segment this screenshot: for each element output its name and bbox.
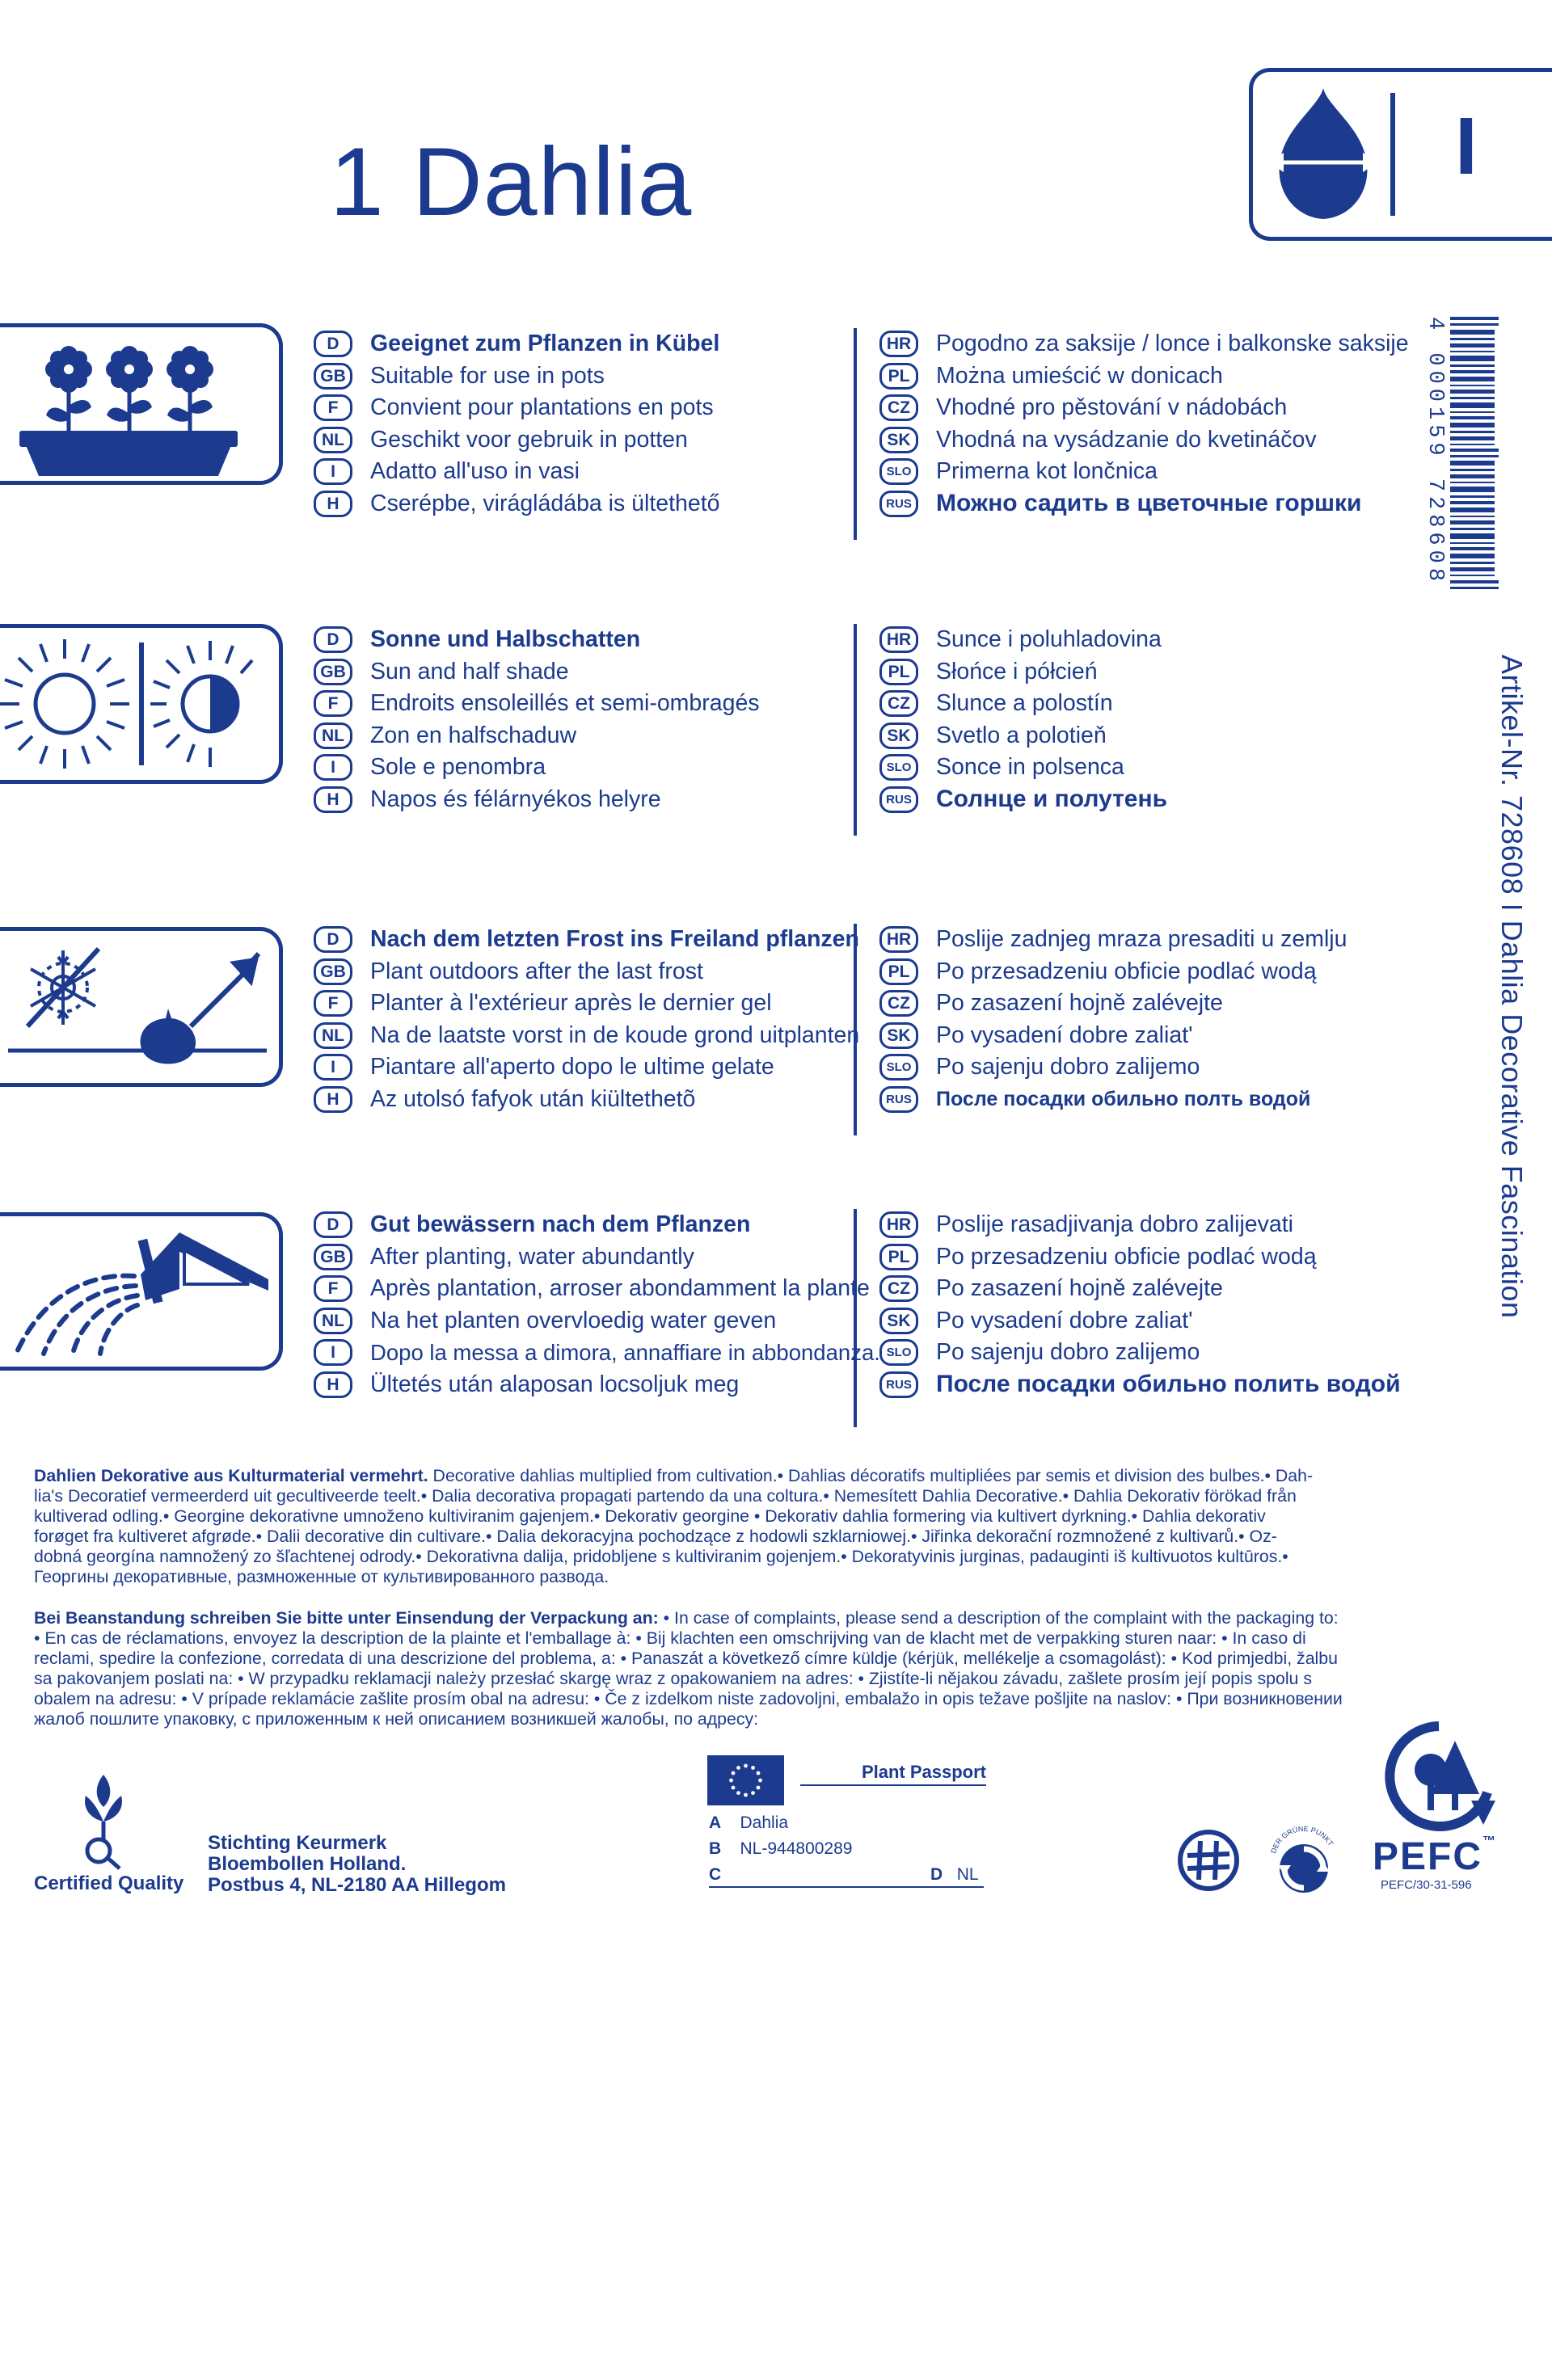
lang-line	[879, 1209, 1397, 1241]
certified-quality-logo	[71, 1771, 136, 1873]
lang-code: SK	[879, 427, 918, 453]
lang-line	[314, 784, 847, 816]
lang-code: D	[314, 626, 352, 653]
address-line: Postbus 4, NL-2180 AA Hillegom	[208, 1874, 506, 1896]
lang-line	[314, 656, 847, 689]
lang-text: Après plantation, arroser abondamment la plante	[370, 1275, 870, 1302]
row-value: NL-944800289	[740, 1839, 853, 1858]
lang-text: Primerna kot lončnica	[936, 458, 1158, 485]
lang-line	[314, 392, 847, 424]
row-label: C	[709, 1865, 722, 1884]
lang-line	[314, 1084, 847, 1116]
lang-line	[314, 688, 847, 720]
complaints-line: sa pakovanjem poslati na: • W przypadku reklamacji należy przesłać skargę wraz z opakowaniem na adres: • Zjistíte-li nějakou závadu, zašlete prosím její popis spolu s	[34, 1669, 1312, 1688]
passport-row-cd	[709, 1865, 984, 1888]
lang-line	[879, 1337, 1397, 1369]
lang-line	[314, 720, 847, 752]
lang-code: PL	[879, 659, 918, 685]
lang-text: Можно садить в цветочные горшки	[936, 490, 1362, 517]
lang-code: F	[314, 394, 352, 421]
lang-code: I	[314, 458, 352, 485]
section-left-column	[314, 924, 860, 1115]
lang-code: GB	[314, 363, 352, 390]
lang-text: Convient pour plantations en pots	[370, 394, 714, 421]
address-line: Bloembollen Holland.	[208, 1853, 407, 1875]
lang-line	[879, 720, 1397, 752]
complaints-line: reclami, spedire la confezione, corredata di una descrizione del problema, a: • Panaszát a következő címre küldje (kérjük, mellékelje a csomagolást): • Kod primjedbi, žalbu	[34, 1649, 1338, 1668]
section-right-column	[879, 1209, 1401, 1401]
lang-line	[879, 624, 1397, 656]
eu-flag-icon	[707, 1755, 784, 1805]
complaints-line: • In case of complaints, please send a description of the complaint with the packaging to:	[658, 1608, 1339, 1628]
product-title: 1 Dahlia	[330, 128, 693, 236]
section-right-column	[879, 624, 1397, 815]
lang-text: Cserépbe, virágládába is ültethető	[370, 490, 720, 516]
certified-quality-label: Certified Quality	[34, 1872, 184, 1894]
passport-row-b	[709, 1839, 852, 1859]
lang-code: PL	[879, 958, 918, 985]
lang-text: Suitable for use in pots	[370, 362, 605, 389]
lang-text: Ültetés után alaposan locsoljuk meg	[370, 1371, 740, 1397]
passport-row-a	[709, 1813, 788, 1833]
size-divider	[1390, 93, 1395, 216]
lang-text: Sunce i poluhladovina	[936, 626, 1162, 653]
lang-line	[879, 456, 1397, 488]
pefc-label: PEFC™	[1373, 1834, 1498, 1878]
bulb-size-label: I	[1455, 101, 1478, 192]
lang-line	[314, 328, 847, 360]
lang-code: F	[314, 990, 352, 1017]
lang-line	[314, 1305, 847, 1337]
sun-icon-box	[0, 624, 283, 784]
lang-code: HR	[879, 926, 918, 953]
lang-code: D	[314, 331, 352, 357]
section-left-column	[314, 1209, 880, 1401]
lang-text: Poslije rasadjivanja dobro zalijevati	[936, 1211, 1293, 1238]
lang-code: D	[314, 1211, 352, 1238]
lang-text: Po zasazení hojně zalévejte	[936, 990, 1223, 1017]
flower-pot-icon	[0, 327, 275, 481]
section-divider	[854, 328, 857, 540]
row-value: NL	[956, 1865, 979, 1884]
row-label: A	[709, 1813, 722, 1832]
lang-text: Солнце и полутень	[936, 786, 1168, 813]
lang-text: Nach dem letzten Frost ins Freiland pflanzen	[370, 926, 859, 953]
bulb-size-box	[1249, 68, 1552, 241]
lang-text: Planter à l'extérieur après le dernier gel	[370, 990, 772, 1017]
lang-text: Sun and half shade	[370, 658, 569, 685]
lang-text: Po vysadení dobre zaliat'	[936, 1022, 1193, 1048]
lang-text: Po przesadzeniu obficie podlać wodą	[936, 1243, 1317, 1270]
lang-code: CZ	[879, 394, 918, 421]
lang-line	[879, 424, 1397, 457]
lang-text: Słońce i półcień	[936, 658, 1098, 685]
lang-code: SLO	[879, 1054, 918, 1080]
lang-text: Po vysadení dobre zaliat'	[936, 1307, 1193, 1333]
complaints-lead: Bei Beanstandung schreiben Sie bitte unter Einsendung der Verpackung an:	[34, 1608, 659, 1628]
lang-code: F	[314, 690, 352, 717]
address-line: Stichting Keurmerk	[208, 1832, 387, 1854]
lang-text: Adatto all'uso in vasi	[370, 458, 580, 485]
lang-code: SK	[879, 1022, 918, 1049]
lang-text: Zon en halfschaduw	[370, 722, 577, 748]
lang-line	[314, 360, 847, 393]
lang-text: Gut bewässern nach dem Pflanzen	[370, 1211, 751, 1238]
lang-text: Po sajenju dobro zalijemo	[936, 1054, 1200, 1080]
keurmerk-address	[208, 1833, 506, 1896]
lang-line	[314, 752, 847, 784]
lang-line	[879, 784, 1397, 816]
lang-code: I	[314, 754, 352, 781]
lang-text: Można umieścić w donicach	[936, 362, 1223, 389]
lang-code: GB	[314, 958, 352, 985]
lang-text: Sole e penombra	[370, 754, 546, 781]
lang-text: Sonne und Halbschatten	[370, 626, 641, 653]
watering-can-icon	[0, 1216, 275, 1367]
lang-code: SLO	[879, 1339, 918, 1366]
barcode-number: 4 000159 728608	[1423, 317, 1447, 587]
lang-code: NL	[314, 1022, 352, 1049]
section-left-column	[314, 624, 847, 815]
complaints-line: • En cas de réclamations, envoyez la description de la plainte et l'emballage à: • Bij klachten een omschrijving van de klacht met de verpakking sturen naar: • In caso di	[34, 1628, 1306, 1648]
lang-code: SLO	[879, 458, 918, 485]
lang-text: Sonce in polsenca	[936, 754, 1124, 781]
lang-code: CZ	[879, 690, 918, 717]
lang-line	[879, 1051, 1397, 1084]
lang-code: GB	[314, 659, 352, 685]
lang-line	[879, 988, 1397, 1020]
pefc-trademark: ™	[1482, 1834, 1498, 1848]
lang-code: SK	[879, 722, 918, 749]
lang-code: CZ	[879, 1275, 918, 1302]
lang-code: RUS	[879, 491, 918, 517]
lang-code: H	[314, 1371, 352, 1398]
bulb-size-icon	[1263, 82, 1384, 227]
lang-text: Napos és félárnyékos helyre	[370, 786, 661, 812]
frost-planting-icon	[0, 931, 275, 1083]
lang-code: PL	[879, 363, 918, 390]
lang-code: HR	[879, 1211, 918, 1238]
lang-line	[314, 488, 847, 520]
plant-passport-title: Plant Passport	[800, 1762, 986, 1786]
row-label: D	[930, 1865, 943, 1884]
lang-code: SLO	[879, 754, 918, 781]
lang-text: Na de laatste vorst in de koude grond uitplanten	[370, 1022, 860, 1048]
lang-text: After planting, water abundantly	[370, 1243, 694, 1270]
lang-code: RUS	[879, 786, 918, 813]
lang-line	[879, 924, 1397, 956]
lang-line	[314, 988, 847, 1020]
lang-text: Na het planten overvloedig water geven	[370, 1307, 777, 1333]
lang-line	[314, 1241, 847, 1274]
row-value: Dahlia	[740, 1813, 789, 1832]
green-dot-label: DER GRÜNE PUNKT	[1269, 1824, 1335, 1855]
lang-line	[879, 1020, 1397, 1052]
lang-line	[879, 1305, 1397, 1337]
lang-text: Dopo la messa a dimora, annaffiare in abbondanza.	[370, 1339, 880, 1365]
lang-code: RUS	[879, 1086, 918, 1113]
lang-text: Po sajenju dobro zalijemo	[936, 1339, 1200, 1366]
lang-code: I	[314, 1054, 352, 1080]
lang-code: H	[314, 786, 352, 813]
lang-line	[879, 656, 1397, 689]
section-right-column	[879, 924, 1397, 1115]
lang-text: Po zasazení hojně zalévejte	[936, 1275, 1223, 1302]
lang-text: Vhodné pro pěstování v nádobách	[936, 394, 1288, 421]
lang-code: SK	[879, 1308, 918, 1334]
lang-line	[879, 1084, 1397, 1116]
lang-code: H	[314, 1086, 352, 1113]
row-label: B	[709, 1839, 722, 1858]
lang-code: F	[314, 1275, 352, 1302]
pefc-code: PEFC/30-31-596	[1381, 1878, 1472, 1892]
lang-code: H	[314, 491, 352, 517]
lang-code: GB	[314, 1244, 352, 1270]
pefc-logo-icon	[1374, 1720, 1504, 1833]
lang-line	[879, 360, 1397, 393]
lang-line	[879, 328, 1409, 360]
lang-text: Slunce a polostín	[936, 690, 1113, 717]
description-line: kultiverad odling.• Georgine dekorativne umnoženo kultiviranim gajenjem.• Dekorativ georgine • Dekorativ dahlia formering via kultivert dyrkning.• Dahlia dekorativ	[34, 1506, 1266, 1526]
lang-text: Poslije zadnjeg mraza presaditi u zemlju	[936, 926, 1347, 953]
lang-text: После посадки обильно полть водой	[936, 1087, 1311, 1110]
lang-code: RUS	[879, 1371, 918, 1398]
lang-text: Svetlo a polotieň	[936, 722, 1107, 748]
lang-line	[314, 1273, 870, 1305]
section-right-column	[879, 328, 1409, 520]
recycling-hash-icon	[1176, 1828, 1241, 1893]
lang-code: I	[314, 1339, 352, 1366]
lang-line	[314, 1051, 847, 1084]
complaints-line: obalem na adresu: • V prípade reklamácie zašlite prosím obal na adresu: • Če z izdelkom niste zadovoljni, embalažo in opis težave pošljite na naslov: • При возникновении	[34, 1689, 1343, 1708]
lang-line	[879, 688, 1397, 720]
lang-text: Geeignet zum Pflanzen in Kübel	[370, 331, 720, 357]
lang-line	[314, 456, 847, 488]
description-line: Decorative dahlias multiplied from cultivation.• Dahlias décoratifs multipliées par semis et division des bulbes.• Dah-	[428, 1466, 1314, 1485]
lang-line	[879, 956, 1397, 988]
complaints-paragraph	[34, 1608, 1457, 1729]
lang-text: Pogodno za saksije / lonce i balkonske saksije	[936, 331, 1409, 357]
description-paragraph	[34, 1466, 1457, 1587]
lang-text: Geschikt voor gebruik in potten	[370, 426, 688, 453]
lang-line	[879, 392, 1397, 424]
lang-line	[314, 924, 859, 956]
lang-line	[879, 1241, 1397, 1274]
lang-code: HR	[879, 331, 918, 357]
section-divider	[854, 1209, 857, 1427]
lang-code: NL	[314, 427, 352, 453]
green-dot-icon	[1263, 1820, 1344, 1901]
lang-line	[879, 1273, 1397, 1305]
lang-line	[314, 1209, 847, 1241]
description-line: lia's Decoratief vermeerderd uit gecultiveerde teelt.• Dalia decorativa propagati partendo da una coltura.• Nemesített Dahlia Decorative.• Dahlia Dekorativ förökad från	[34, 1486, 1297, 1506]
plant-passport	[707, 1755, 986, 1893]
description-line: forøget fra kultiveret afgrøde.• Dalii decorative din cultivare.• Dalia dekoracyjna pochodzące z hodowli szklarniowej.• Jiřinka dekorační rozmnožené z kultivarů.• Oz-	[34, 1527, 1277, 1546]
flower-pot-icon-box	[0, 323, 283, 485]
lang-text: Az utolsó fafyok után kiültethetõ	[370, 1085, 696, 1112]
lang-code: CZ	[879, 990, 918, 1017]
description-line: dobná georgína namnožený zo šľachtenej odrody.• Dekorativna dalija, pridobljene s kultiviranim gojenjem.• Dekoratyvinis jurginas, padauginti iš kultivuotos kultūros.•	[34, 1547, 1288, 1566]
lang-line	[314, 956, 847, 988]
description-line: Георгины декоративные, размноженные от культивированного развода.	[34, 1567, 609, 1586]
lang-text: После посадки обильно полить водой	[936, 1371, 1401, 1398]
lang-code: HR	[879, 626, 918, 653]
lang-text: Vhodná na vysádzanie do kvetináčov	[936, 426, 1317, 453]
lang-line	[879, 752, 1397, 784]
description-lead: Dahlien Dekorative aus Kulturmaterial vermehrt.	[34, 1466, 428, 1485]
frost-icon-box	[0, 927, 283, 1087]
lang-line	[314, 424, 847, 457]
complaints-line: жалоб пошлите упаковку, с приложенным к ней описанием возникшей жалобы, по адресу:	[34, 1709, 759, 1729]
lang-line	[314, 1337, 880, 1369]
lang-text: Po przesadzeniu obficie podlać wodą	[936, 958, 1317, 984]
lang-line	[314, 624, 847, 656]
lang-code: NL	[314, 722, 352, 749]
lang-text: Endroits ensoleillés et semi-ombragés	[370, 690, 760, 717]
lang-line	[314, 1369, 847, 1401]
section-divider	[854, 624, 857, 836]
watering-icon-box	[0, 1212, 283, 1371]
lang-text: Plant outdoors after the last frost	[370, 958, 703, 984]
lang-code: PL	[879, 1244, 918, 1270]
lang-text: Piantare all'aperto dopo le ultime gelate	[370, 1054, 774, 1080]
lang-line	[879, 1369, 1401, 1401]
lang-line	[314, 1020, 860, 1052]
lang-code: D	[314, 926, 352, 953]
article-vertical-text: Artikel-Nr. 728608 I Dahlia Decorative Fascination	[1495, 655, 1529, 1319]
sun-half-shade-icon	[0, 628, 275, 780]
lang-code: NL	[314, 1308, 352, 1334]
lang-line	[879, 488, 1397, 520]
section-left-column	[314, 328, 847, 520]
